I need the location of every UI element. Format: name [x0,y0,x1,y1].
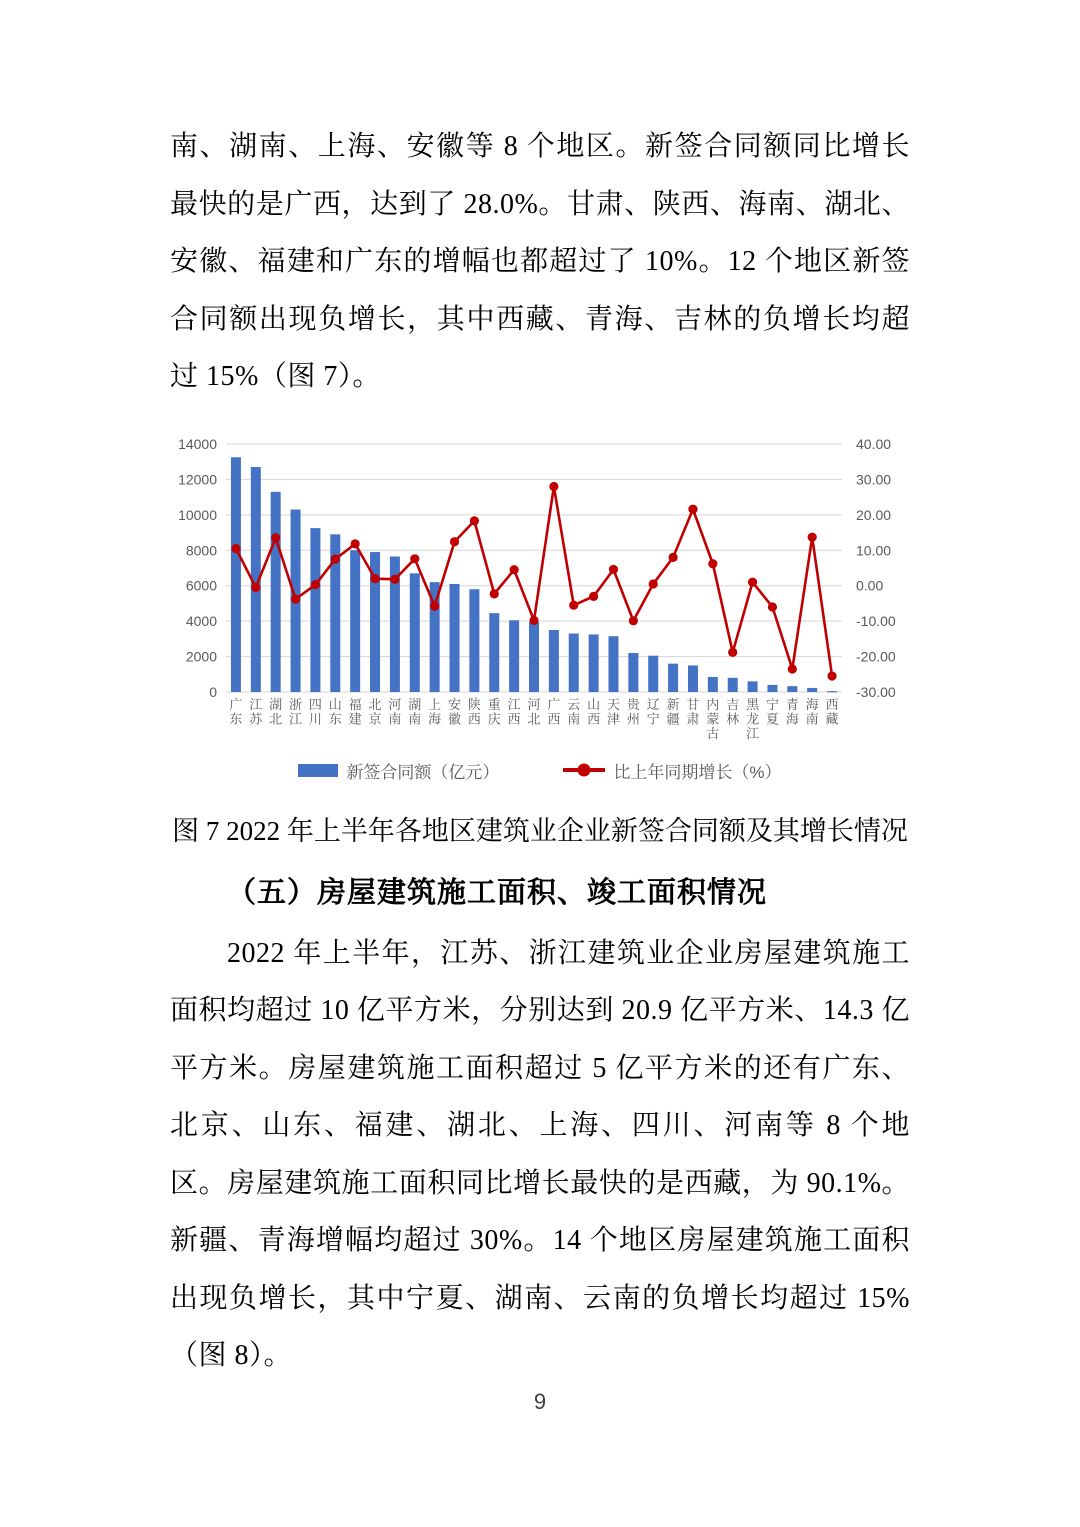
right-axis-tick-label: -10.00 [856,612,896,629]
data-point [708,559,717,568]
x-tick-label: 甘肃 [686,696,700,726]
bar [589,634,599,692]
x-tick-label: 山东 [328,696,342,726]
bar [410,573,420,692]
bar [767,684,777,691]
bar [469,589,479,692]
bar [509,620,519,692]
data-point [470,516,479,525]
legend-bar-label: 新签合同额（亿元） [346,762,500,782]
legend-line-label: 比上年同期增长（%） [613,762,782,782]
left-axis-tick-label: 2000 [185,648,217,665]
legend-item-line [563,758,781,783]
x-tick-label: 青海 [785,696,799,726]
bar [748,681,758,692]
x-tick-label: 陕西 [467,696,481,726]
bar [648,655,658,691]
left-axis-tick-label: 4000 [185,612,217,629]
paragraph-floor-area: 2022 年上半年，江苏、浙江建筑业企业房屋建筑施工面积均超过 10 亿平方米，分别达到 20.9 亿平方米、14.3 亿平方米。房屋建筑施工面积超过 5 亿平方米的还有广东、北京、山东、福建、湖北、上海、四川、河南等 8 个地区。房屋建筑施工面积同比增长最快的是西藏，为 90.1%。新疆、青海增幅均超过 30%。14 个地区房屋建筑施工面积出现负增长，其中宁夏、湖南、云南的负增长均超过 15%（图 8）。 [170,937,910,1371]
data-point [569,600,578,609]
bar [787,686,797,692]
x-tick-label: 天津 [606,696,620,726]
bar [271,491,281,691]
left-axis-tick-label: 10000 [178,506,217,523]
page-number: 9 [533,1389,547,1414]
bar [688,665,698,692]
data-point [649,579,658,588]
x-tick-label: 西藏 [825,696,839,726]
chart-legend [170,758,910,783]
data-point [251,582,260,591]
x-tick-label: 四川 [308,696,322,726]
x-tick-label: 安徽 [448,696,462,726]
right-axis-tick-label: 40.00 [856,435,892,452]
x-tick-label: 重庆 [487,696,501,726]
figure-7 [170,430,910,848]
bar [708,676,718,691]
bar [569,633,579,691]
right-axis-tick-label: -20.00 [856,648,896,665]
data-point [231,543,240,552]
x-tick-label: 新疆 [666,696,680,726]
x-tick-label: 海南 [805,696,819,726]
x-tick-label: 贵州 [626,696,640,726]
data-point [589,591,598,600]
x-tick-label: 广东 [229,696,243,726]
data-point [808,532,817,541]
section-heading: （五）房屋建筑施工面积、竣工面积情况 [227,876,768,909]
x-tick-label: 宁夏 [765,696,779,726]
data-point [668,552,677,561]
bar [310,528,320,692]
x-tick-label: 湖南 [408,696,422,726]
x-tick-label: 江西 [507,696,521,726]
x-tick-label: 黑龙江 [746,696,760,741]
data-point [549,481,558,490]
right-axis-tick-label: 30.00 [856,470,892,487]
bar [489,613,499,692]
data-point [351,539,360,548]
data-point [529,615,538,624]
left-axis-tick-label: 12000 [178,470,217,487]
x-tick-label: 上海 [428,696,442,726]
x-tick-label: 河北 [527,696,541,726]
x-tick-label: 广西 [547,696,561,726]
data-point [629,616,638,625]
bar [549,630,559,692]
right-axis-tick-label: 20.00 [856,506,892,523]
figure-caption: 图 7 2022 年上半年各地区建筑业企业新签合同额及其增长情况 [172,815,908,846]
data-point [609,564,618,573]
x-tick-label: 湖北 [269,696,283,726]
x-tick-label: 北京 [368,696,382,726]
combo-chart [170,430,910,783]
data-point [728,647,737,656]
data-point [827,671,836,680]
data-point [410,554,419,563]
data-point [510,565,519,574]
bar [608,636,618,692]
bar [350,550,360,692]
x-tick-label: 内蒙古 [706,696,720,741]
bar [728,677,738,691]
bar [231,457,241,692]
left-axis-tick-label: 0 [209,683,217,700]
bar [450,583,460,691]
data-point [748,577,757,586]
left-axis-tick-label: 14000 [178,435,217,452]
x-tick-label: 福建 [348,696,362,726]
data-point [331,554,340,563]
data-point [788,664,797,673]
data-point [688,504,697,513]
line-marker-icon [578,764,591,777]
data-point [271,533,280,542]
data-point [311,580,320,589]
bar [807,687,817,691]
x-tick-label: 浙江 [289,696,303,726]
bar [668,663,678,691]
bar-swatch-icon [298,764,338,777]
left-axis-tick-label: 6000 [185,577,217,594]
x-tick-label: 辽宁 [646,696,660,726]
data-point [430,601,439,610]
data-point [370,574,379,583]
paragraph-contract-growth: 南、湖南、上海、安徽等 8 个地区。新签合同额同比增长最快的是广西，达到了 28.0%。甘肃、陕西、海南、湖北、安徽、福建和广东的增幅也都超过了 10%。12 个地区新签合同额出现负增长，其中西藏、青海、吉林的负增长均超过 15%（图 7）。 [170,131,910,392]
data-point [291,594,300,603]
legend-item-bars [298,758,499,783]
x-tick-label: 江苏 [249,696,263,726]
line-swatch-icon [563,768,605,772]
x-tick-label: 河南 [388,696,402,726]
right-axis-tick-label: 0.00 [856,577,884,594]
data-point [390,574,399,583]
right-axis-tick-label: 10.00 [856,541,892,558]
bar [827,691,837,692]
data-point [450,537,459,546]
bar [628,653,638,692]
data-point [490,589,499,598]
bar [529,622,539,692]
data-point [768,602,777,611]
chart-canvas [170,430,910,748]
left-axis-tick-label: 8000 [185,541,217,558]
x-tick-label: 山西 [587,696,601,726]
x-tick-label: 云南 [567,696,581,726]
x-tick-label: 吉林 [726,696,740,726]
right-axis-tick-label: -30.00 [856,683,896,700]
